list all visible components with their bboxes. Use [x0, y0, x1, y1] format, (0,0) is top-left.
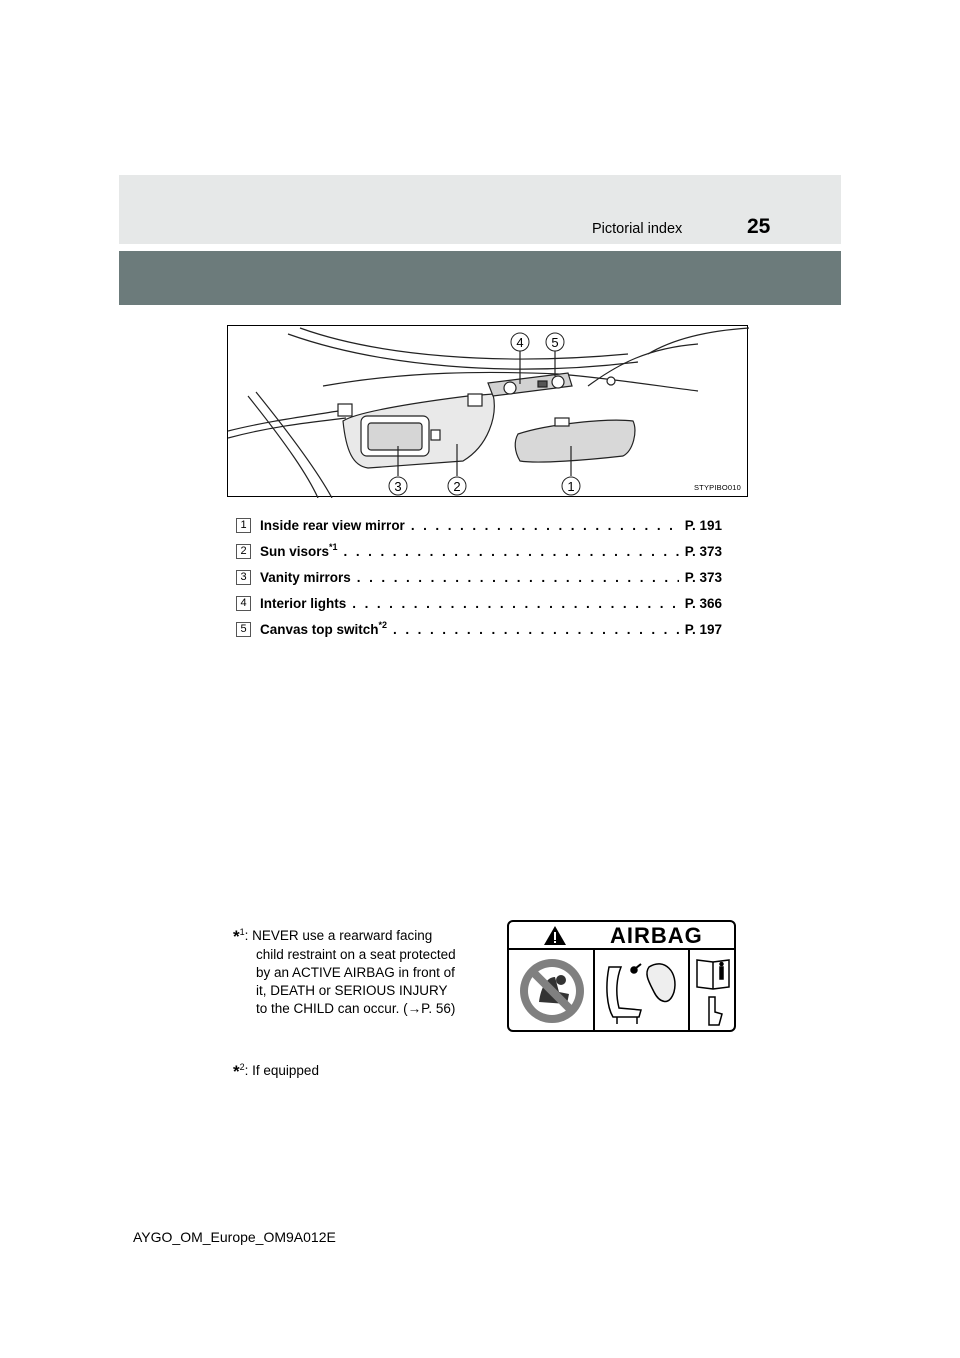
item-label: Inside rear view mirror [260, 517, 405, 533]
item-number: 3 [236, 570, 251, 585]
interior-drawing [228, 326, 749, 498]
callout-5: 5 [551, 335, 559, 350]
callout-3: 3 [394, 479, 402, 494]
list-item [236, 590, 722, 616]
list-item [236, 512, 722, 538]
dot-leader [352, 596, 678, 611]
callout-4: 4 [516, 335, 524, 350]
item-label: Sun visors$^{*1}$ [260, 541, 338, 559]
footnote-2: *$^2$: If equipped [233, 1062, 319, 1081]
page-number: 25 [747, 215, 771, 238]
item-label: Vanity mirrors [260, 569, 351, 585]
dot-leader [393, 622, 679, 637]
no-child-seat-icon [520, 959, 584, 1023]
list-item [236, 564, 722, 590]
dot-leader [411, 518, 679, 533]
footnote-mark: *$^2$ [233, 1062, 245, 1081]
item-page-link[interactable]: P. 373 [684, 569, 722, 585]
airbag-title: AIRBAG [610, 923, 703, 948]
manual-book-icon [697, 960, 729, 1025]
item-page-link[interactable]: P. 366 [684, 595, 722, 611]
airbag-pictograms [509, 922, 736, 1032]
callout-1: 1 [567, 479, 575, 494]
airbag-warning-label [507, 920, 736, 1032]
header-band [119, 175, 841, 244]
list-item [236, 616, 722, 642]
footnote-1: *$^1$: NEVER use a rearward facing child restraint on a seat protected by an ACTIVE AIRBAG in front of it, DEATH or SERIOUS INJURY to the CHILD can occur. (→P. 56) [233, 927, 456, 1016]
page-section-title: Pictorial index [592, 221, 683, 237]
item-page-link[interactable]: P. 197 [684, 621, 722, 637]
section-bar [119, 251, 841, 305]
document-footer: AYGO_OM_Europe_OM9A012E [133, 1229, 336, 1245]
item-page-link[interactable]: P. 191 [684, 517, 722, 533]
footnote-mark: *$^1$ [233, 927, 245, 946]
item-label: Interior lights [260, 595, 347, 611]
item-number: 5 [236, 622, 251, 637]
item-page-link[interactable]: P. 373 [684, 543, 722, 559]
dot-leader [357, 570, 679, 585]
dot-leader [344, 544, 679, 559]
callout-2: 2 [453, 479, 461, 494]
item-label: Canvas top switch$^{*2}$ [260, 619, 388, 637]
item-list [236, 512, 722, 642]
item-number: 4 [236, 596, 251, 611]
seat-airbag-icon [607, 964, 675, 1024]
item-number: 1 [236, 518, 251, 533]
interior-illustration [227, 325, 748, 497]
figure-code: STYPIBO010 [693, 483, 741, 492]
list-item [236, 538, 722, 564]
item-number: 2 [236, 544, 251, 559]
